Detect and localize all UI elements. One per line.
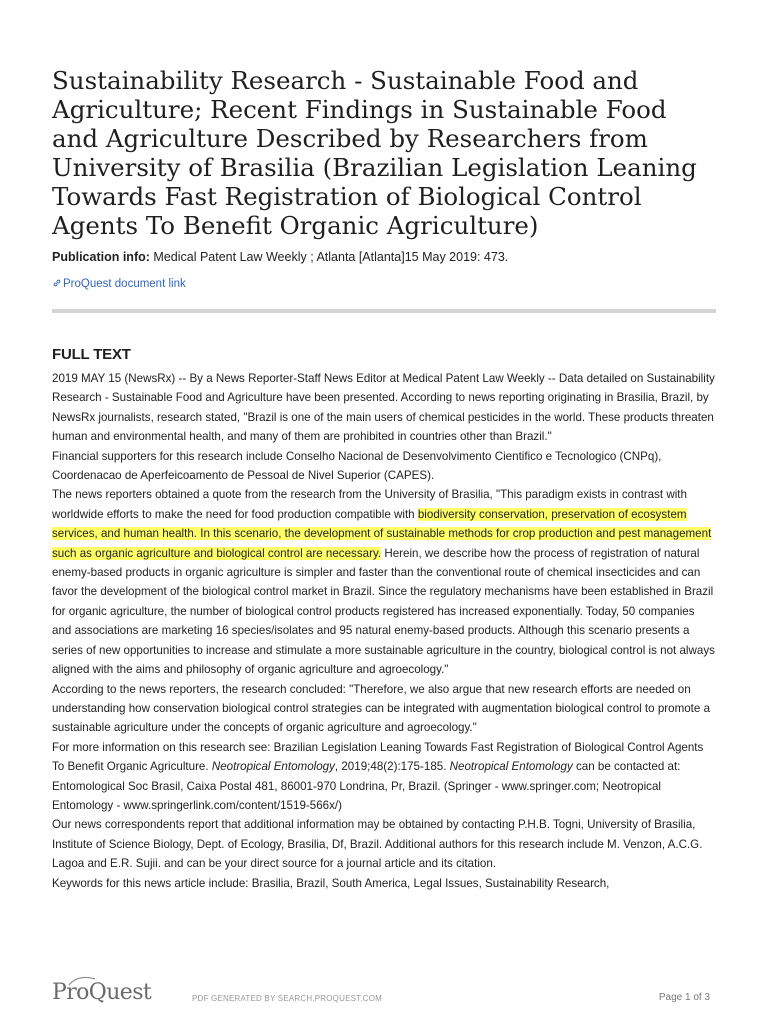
journal-name: Neotropical Entomology: [211, 760, 335, 774]
logo-text: ProQuest: [52, 980, 152, 1005]
full-text-body: [52, 369, 716, 893]
link-icon: [52, 278, 62, 291]
paragraph: Financial supporters for this research include Conselho Nacional de Desenvolvimento Cientifico e Tecnologico (CNPq), Coordenacao de Aperfeicoamento de Pessoal de Nivel Superior (CAPES).: [52, 449, 662, 483]
paragraph: According to the news reporters, the research concluded: "Therefore, we also argue that new research efforts are needed on understanding how conservation biological control strategies can be integrated with augmentation biological control to promote a sustainable agriculture under the concepts of organic agriculture and agroecology.": [52, 682, 711, 735]
proquest-document-link-label: ProQuest document link: [63, 278, 186, 290]
publication-info-label: Publication info:: [52, 250, 150, 264]
full-text-heading: FULL TEXT: [52, 346, 131, 363]
publication-info: [52, 250, 716, 264]
highlighted-text: biodiversity conservation, preservation of ecosystem services, and human health. In this scenario, the development of sustainable methods for crop production and pest management such as organic agriculture and biological control are necessary.: [52, 507, 712, 560]
publication-info-value: Medical Patent Law Weekly ; Atlanta [Atlanta]15 May 2019: 473.: [153, 250, 509, 264]
paragraph: Keywords for this news article include: Brasilia, Brazil, South America, Legal Issues, Sustainability Research,: [52, 876, 610, 890]
proquest-document-link[interactable]: [52, 278, 186, 291]
proquest-logo: [52, 980, 151, 1005]
generated-by-text: PDF GENERATED BY SEARCH.PROQUEST.COM: [192, 994, 383, 1003]
page-indicator: Page 1 of 3: [658, 992, 710, 1003]
header-divider: [52, 309, 716, 313]
paragraph-text: , 2019;48(2):175-185.: [334, 760, 450, 774]
paragraph-text: can be contacted at: Entomological Soc Brasil, Caixa Postal 481, 86001-970 Londrina, Pr, Brazil. (Springer - www.springer.com; Neotropical Entomology - www.springerlink.com/content/1519-566x/): [52, 760, 681, 812]
logo-swoosh-icon: [68, 976, 96, 986]
page-footer: [52, 980, 716, 1020]
journal-name: Neotropical Entomology: [449, 760, 573, 774]
paragraph-text: The news reporters obtained a quote from the research from the University of Brasilia, "This paradigm exists in contrast with worldwide efforts to make the need for food production compatible with: [52, 488, 687, 521]
document-title: Sustainability Research - Sustainable Food and Agriculture; Recent Findings in Sustainable Food and Agriculture Described by Researchers from University of Brasilia (Brazilian Legislation Leaning Towards Fast Registration of Biological Control Agents To Benefit Organic Agriculture): [52, 66, 697, 240]
paragraph: Our news correspondents report that additional information may be obtained by contacting P.H.B. Togni, University of Brasilia, Institute of Science Biology, Dept. of Ecology, Brasilia, Df, Brazil. Additional authors for this research include M. Venzon, A.C.G. Lagoa and E.R. Sujii. and can be your direct source for a journal article and its citation.: [52, 818, 703, 871]
paragraph: [52, 485, 716, 679]
paragraph-text: Herein, we describe how the process of registration of natural enemy-based products in organic agriculture is simpler and faster than the conventional route of chemical insecticides and can favor the development of the biological control market in Brazil. Since the regulatory mechanisms have been established in Brazil for organic agriculture, the number of biological control products registered has increased exponentially. Today, 50 companies and associations are marketing 16 species/isolates and 95 natural enemy-based products. Although this scenario presents a series of new opportunities to increase and stimulate a more sustainable agriculture in the country, biological control is not always aligned with the aims and philosophy of organic agriculture and agroecology.": [52, 546, 715, 677]
paragraph: [52, 738, 716, 816]
paragraph-text: For more information on this research see: Brazilian Legislation Leaning Towards Fast Registration of Biological Control Agents To Benefit Organic Agriculture.: [52, 740, 704, 774]
paragraph: 2019 MAY 15 (NewsRx) -- By a News Reporter-Staff News Editor at Medical Patent Law Weekly -- Data detailed on Sustainability Research - Sustainable Food and Agriculture have been presented. According to news reporting originating in Brasilia, Brazil, by NewsRx journalists, research stated, "Brazil is one of the main users of chemical pesticides in the world. These products threaten human and environmental health, and many of them are prohibited in countries other than Brazil.": [52, 372, 715, 444]
document-page: [52, 66, 716, 893]
